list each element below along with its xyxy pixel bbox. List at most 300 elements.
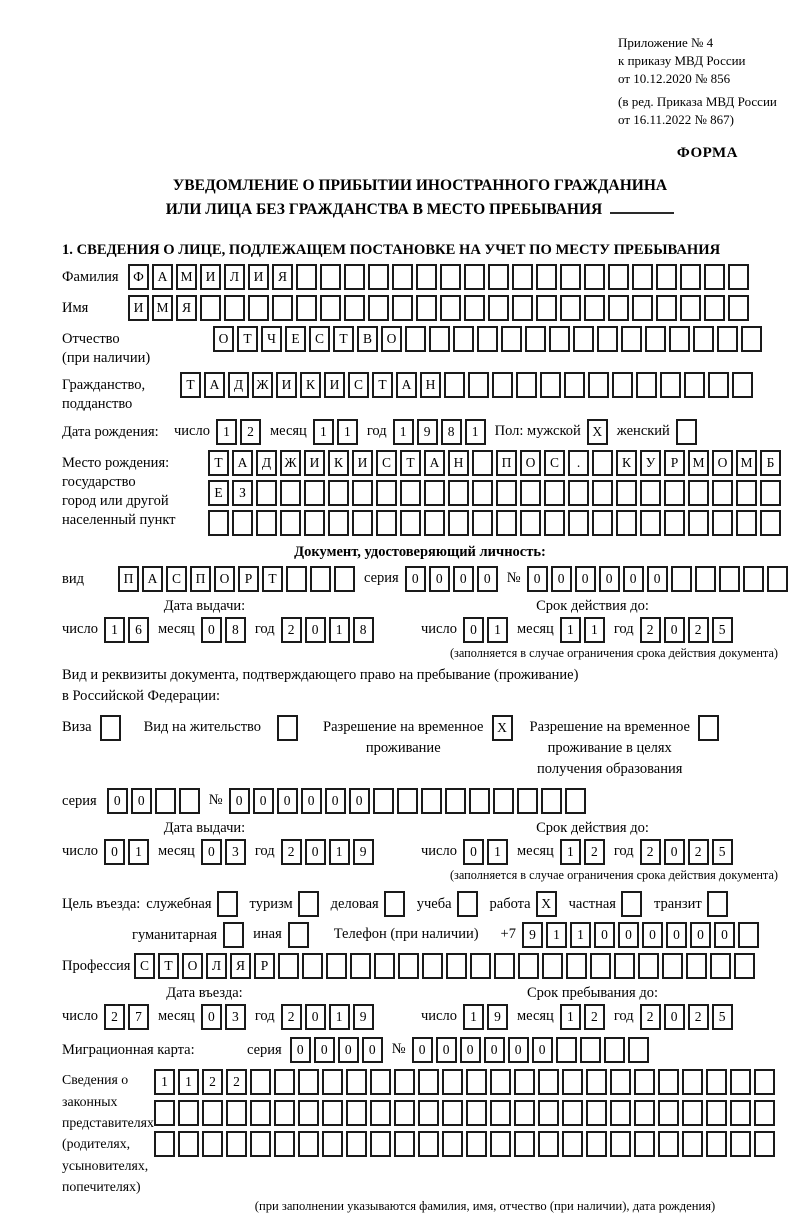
char-cell[interactable]: 0 bbox=[305, 1004, 326, 1030]
char-cell[interactable] bbox=[610, 1131, 631, 1157]
char-cell[interactable] bbox=[424, 480, 445, 506]
char-cell[interactable]: 1 bbox=[154, 1069, 175, 1095]
char-cell[interactable] bbox=[442, 1100, 463, 1126]
char-cell[interactable] bbox=[730, 1100, 751, 1126]
char-cell[interactable]: Я bbox=[176, 295, 197, 321]
char-cell[interactable] bbox=[418, 1131, 439, 1157]
char-cell[interactable] bbox=[680, 295, 701, 321]
char-cell[interactable] bbox=[525, 326, 546, 352]
char-cell[interactable]: 0 bbox=[575, 566, 596, 592]
char-cell[interactable]: П bbox=[496, 450, 517, 476]
char-cell[interactable] bbox=[334, 566, 355, 592]
char-cell[interactable]: 0 bbox=[131, 788, 152, 814]
char-cell[interactable]: 2 bbox=[640, 617, 661, 643]
char-cell[interactable] bbox=[512, 295, 533, 321]
char-cell[interactable]: 0 bbox=[599, 566, 620, 592]
char-cell[interactable] bbox=[573, 326, 594, 352]
char-cell[interactable]: 0 bbox=[325, 788, 346, 814]
char-cell[interactable] bbox=[384, 891, 405, 917]
char-cell[interactable] bbox=[614, 953, 635, 979]
char-cell[interactable] bbox=[686, 953, 707, 979]
char-cell[interactable] bbox=[442, 1131, 463, 1157]
char-cell[interactable]: Т bbox=[237, 326, 258, 352]
char-cell[interactable] bbox=[472, 480, 493, 506]
char-cell[interactable]: К bbox=[328, 450, 349, 476]
char-cell[interactable] bbox=[565, 788, 586, 814]
char-cell[interactable] bbox=[634, 1069, 655, 1095]
char-cell[interactable]: О bbox=[381, 326, 402, 352]
char-cell[interactable] bbox=[610, 1100, 631, 1126]
char-cell[interactable] bbox=[556, 1037, 577, 1063]
char-cell[interactable] bbox=[298, 1100, 319, 1126]
char-cell[interactable] bbox=[352, 510, 373, 536]
char-cell[interactable]: 0 bbox=[664, 839, 685, 865]
char-cell[interactable] bbox=[586, 1100, 607, 1126]
char-cell[interactable]: П bbox=[118, 566, 139, 592]
char-cell[interactable] bbox=[608, 295, 629, 321]
char-cell[interactable] bbox=[442, 1069, 463, 1095]
char-cell[interactable]: 0 bbox=[412, 1037, 433, 1063]
char-cell[interactable]: 0 bbox=[338, 1037, 359, 1063]
char-cell[interactable] bbox=[496, 480, 517, 506]
char-cell[interactable] bbox=[645, 326, 666, 352]
char-cell[interactable] bbox=[560, 264, 581, 290]
char-cell[interactable]: И bbox=[352, 450, 373, 476]
char-cell[interactable] bbox=[322, 1069, 343, 1095]
char-cell[interactable]: 2 bbox=[281, 617, 302, 643]
char-cell[interactable]: О bbox=[712, 450, 733, 476]
char-cell[interactable] bbox=[373, 788, 394, 814]
char-cell[interactable] bbox=[322, 1100, 343, 1126]
char-cell[interactable]: 2 bbox=[584, 1004, 605, 1030]
char-cell[interactable] bbox=[754, 1100, 775, 1126]
char-cell[interactable]: С bbox=[376, 450, 397, 476]
char-cell[interactable] bbox=[298, 1069, 319, 1095]
char-cell[interactable]: О bbox=[214, 566, 235, 592]
char-cell[interactable] bbox=[440, 295, 461, 321]
char-cell[interactable] bbox=[448, 480, 469, 506]
char-cell[interactable] bbox=[429, 326, 450, 352]
char-cell[interactable] bbox=[676, 419, 697, 445]
char-cell[interactable] bbox=[328, 510, 349, 536]
char-cell[interactable] bbox=[350, 953, 371, 979]
char-cell[interactable] bbox=[418, 1069, 439, 1095]
char-cell[interactable] bbox=[568, 480, 589, 506]
char-cell[interactable]: 1 bbox=[329, 617, 350, 643]
char-cell[interactable]: 0 bbox=[436, 1037, 457, 1063]
char-cell[interactable]: Т bbox=[262, 566, 283, 592]
char-cell[interactable]: А bbox=[424, 450, 445, 476]
char-cell[interactable] bbox=[754, 1131, 775, 1157]
char-cell[interactable]: О bbox=[520, 450, 541, 476]
char-cell[interactable] bbox=[277, 715, 298, 741]
char-cell[interactable]: 0 bbox=[508, 1037, 529, 1063]
char-cell[interactable]: 0 bbox=[551, 566, 572, 592]
char-cell[interactable] bbox=[717, 326, 738, 352]
char-cell[interactable] bbox=[549, 326, 570, 352]
char-cell[interactable]: 3 bbox=[225, 1004, 246, 1030]
char-cell[interactable]: 1 bbox=[546, 922, 567, 948]
char-cell[interactable]: 0 bbox=[690, 922, 711, 948]
char-cell[interactable]: 5 bbox=[712, 1004, 733, 1030]
char-cell[interactable]: С bbox=[134, 953, 155, 979]
char-cell[interactable] bbox=[490, 1100, 511, 1126]
char-cell[interactable] bbox=[743, 566, 764, 592]
char-cell[interactable] bbox=[418, 1100, 439, 1126]
char-cell[interactable]: Д bbox=[228, 372, 249, 398]
char-cell[interactable] bbox=[514, 1100, 535, 1126]
char-cell[interactable] bbox=[516, 372, 537, 398]
char-cell[interactable] bbox=[370, 1069, 391, 1095]
char-cell[interactable] bbox=[457, 891, 478, 917]
char-cell[interactable]: 1 bbox=[393, 419, 414, 445]
char-cell[interactable] bbox=[566, 953, 587, 979]
char-cell[interactable]: 1 bbox=[104, 617, 125, 643]
char-cell[interactable] bbox=[416, 295, 437, 321]
char-cell[interactable] bbox=[656, 295, 677, 321]
char-cell[interactable] bbox=[754, 1069, 775, 1095]
char-cell[interactable] bbox=[562, 1069, 583, 1095]
char-cell[interactable] bbox=[376, 510, 397, 536]
char-cell[interactable] bbox=[669, 326, 690, 352]
char-cell[interactable] bbox=[741, 326, 762, 352]
char-cell[interactable]: 2 bbox=[688, 839, 709, 865]
char-cell[interactable] bbox=[540, 372, 561, 398]
char-cell[interactable] bbox=[501, 326, 522, 352]
char-cell[interactable]: 0 bbox=[463, 617, 484, 643]
char-cell[interactable]: 2 bbox=[584, 839, 605, 865]
char-cell[interactable]: 0 bbox=[362, 1037, 383, 1063]
char-cell[interactable]: 1 bbox=[560, 617, 581, 643]
char-cell[interactable]: 0 bbox=[201, 1004, 222, 1030]
char-cell[interactable]: X bbox=[536, 891, 557, 917]
char-cell[interactable]: 9 bbox=[353, 1004, 374, 1030]
char-cell[interactable] bbox=[496, 510, 517, 536]
char-cell[interactable] bbox=[346, 1100, 367, 1126]
char-cell[interactable] bbox=[444, 372, 465, 398]
char-cell[interactable] bbox=[202, 1100, 223, 1126]
char-cell[interactable] bbox=[719, 566, 740, 592]
char-cell[interactable] bbox=[517, 788, 538, 814]
char-cell[interactable] bbox=[322, 1131, 343, 1157]
char-cell[interactable] bbox=[154, 1100, 175, 1126]
char-cell[interactable] bbox=[344, 295, 365, 321]
char-cell[interactable] bbox=[728, 295, 749, 321]
char-cell[interactable] bbox=[704, 264, 725, 290]
char-cell[interactable] bbox=[250, 1131, 271, 1157]
char-cell[interactable] bbox=[370, 1100, 391, 1126]
char-cell[interactable] bbox=[224, 295, 245, 321]
char-cell[interactable]: Т bbox=[208, 450, 229, 476]
char-cell[interactable]: 2 bbox=[640, 839, 661, 865]
char-cell[interactable] bbox=[398, 953, 419, 979]
char-cell[interactable]: 1 bbox=[128, 839, 149, 865]
char-cell[interactable] bbox=[368, 264, 389, 290]
char-cell[interactable] bbox=[580, 1037, 601, 1063]
char-cell[interactable] bbox=[400, 480, 421, 506]
char-cell[interactable]: X bbox=[492, 715, 513, 741]
char-cell[interactable]: 0 bbox=[201, 839, 222, 865]
char-cell[interactable]: А bbox=[204, 372, 225, 398]
char-cell[interactable] bbox=[492, 372, 513, 398]
char-cell[interactable] bbox=[695, 566, 716, 592]
char-cell[interactable] bbox=[760, 480, 781, 506]
char-cell[interactable]: 0 bbox=[290, 1037, 311, 1063]
char-cell[interactable] bbox=[536, 264, 557, 290]
char-cell[interactable] bbox=[514, 1131, 535, 1157]
char-cell[interactable] bbox=[154, 1131, 175, 1157]
char-cell[interactable]: 0 bbox=[314, 1037, 335, 1063]
char-cell[interactable]: Б bbox=[760, 450, 781, 476]
char-cell[interactable] bbox=[538, 1100, 559, 1126]
char-cell[interactable] bbox=[560, 295, 581, 321]
char-cell[interactable] bbox=[328, 480, 349, 506]
char-cell[interactable]: 1 bbox=[560, 1004, 581, 1030]
char-cell[interactable]: М bbox=[736, 450, 757, 476]
char-cell[interactable]: 1 bbox=[216, 419, 237, 445]
char-cell[interactable] bbox=[304, 480, 325, 506]
char-cell[interactable]: 0 bbox=[477, 566, 498, 592]
char-cell[interactable] bbox=[688, 510, 709, 536]
char-cell[interactable] bbox=[632, 295, 653, 321]
char-cell[interactable] bbox=[640, 510, 661, 536]
char-cell[interactable] bbox=[472, 510, 493, 536]
char-cell[interactable] bbox=[610, 1069, 631, 1095]
char-cell[interactable] bbox=[760, 510, 781, 536]
char-cell[interactable] bbox=[424, 510, 445, 536]
char-cell[interactable] bbox=[707, 891, 728, 917]
char-cell[interactable] bbox=[208, 510, 229, 536]
char-cell[interactable] bbox=[421, 788, 442, 814]
char-cell[interactable]: 3 bbox=[225, 839, 246, 865]
char-cell[interactable] bbox=[736, 510, 757, 536]
char-cell[interactable] bbox=[200, 295, 221, 321]
char-cell[interactable] bbox=[256, 510, 277, 536]
char-cell[interactable]: 1 bbox=[487, 839, 508, 865]
char-cell[interactable] bbox=[298, 1131, 319, 1157]
char-cell[interactable] bbox=[320, 264, 341, 290]
char-cell[interactable]: 1 bbox=[560, 839, 581, 865]
char-cell[interactable] bbox=[712, 480, 733, 506]
char-cell[interactable]: Н bbox=[448, 450, 469, 476]
char-cell[interactable]: 2 bbox=[281, 1004, 302, 1030]
char-cell[interactable]: 1 bbox=[463, 1004, 484, 1030]
char-cell[interactable] bbox=[250, 1069, 271, 1095]
char-cell[interactable] bbox=[671, 566, 692, 592]
char-cell[interactable]: . bbox=[568, 450, 589, 476]
char-cell[interactable]: 1 bbox=[178, 1069, 199, 1095]
char-cell[interactable] bbox=[682, 1131, 703, 1157]
char-cell[interactable] bbox=[488, 295, 509, 321]
char-cell[interactable]: 0 bbox=[594, 922, 615, 948]
char-cell[interactable]: 2 bbox=[688, 1004, 709, 1030]
char-cell[interactable] bbox=[682, 1100, 703, 1126]
char-cell[interactable] bbox=[730, 1131, 751, 1157]
char-cell[interactable] bbox=[326, 953, 347, 979]
char-cell[interactable]: 0 bbox=[405, 566, 426, 592]
char-cell[interactable] bbox=[448, 510, 469, 536]
char-cell[interactable]: А bbox=[232, 450, 253, 476]
char-cell[interactable] bbox=[226, 1131, 247, 1157]
char-cell[interactable] bbox=[518, 953, 539, 979]
char-cell[interactable] bbox=[660, 372, 681, 398]
char-cell[interactable]: Л bbox=[224, 264, 245, 290]
char-cell[interactable]: 7 bbox=[128, 1004, 149, 1030]
char-cell[interactable]: 1 bbox=[329, 839, 350, 865]
char-cell[interactable] bbox=[664, 510, 685, 536]
char-cell[interactable]: 0 bbox=[666, 922, 687, 948]
char-cell[interactable] bbox=[584, 295, 605, 321]
char-cell[interactable] bbox=[710, 953, 731, 979]
char-cell[interactable] bbox=[608, 264, 629, 290]
char-cell[interactable]: Я bbox=[230, 953, 251, 979]
char-cell[interactable]: 1 bbox=[329, 1004, 350, 1030]
char-cell[interactable]: 1 bbox=[487, 617, 508, 643]
char-cell[interactable]: 0 bbox=[301, 788, 322, 814]
char-cell[interactable] bbox=[352, 480, 373, 506]
char-cell[interactable]: 0 bbox=[714, 922, 735, 948]
char-cell[interactable] bbox=[621, 891, 642, 917]
char-cell[interactable] bbox=[658, 1131, 679, 1157]
char-cell[interactable]: 0 bbox=[664, 617, 685, 643]
char-cell[interactable]: И bbox=[128, 295, 149, 321]
char-cell[interactable]: З bbox=[232, 480, 253, 506]
char-cell[interactable]: 0 bbox=[453, 566, 474, 592]
char-cell[interactable]: Д bbox=[256, 450, 277, 476]
char-cell[interactable] bbox=[278, 953, 299, 979]
char-cell[interactable]: 1 bbox=[584, 617, 605, 643]
char-cell[interactable] bbox=[616, 510, 637, 536]
char-cell[interactable]: О bbox=[182, 953, 203, 979]
char-cell[interactable] bbox=[280, 510, 301, 536]
char-cell[interactable]: 6 bbox=[128, 617, 149, 643]
char-cell[interactable] bbox=[394, 1100, 415, 1126]
char-cell[interactable]: 0 bbox=[664, 1004, 685, 1030]
char-cell[interactable] bbox=[248, 295, 269, 321]
char-cell[interactable] bbox=[604, 1037, 625, 1063]
char-cell[interactable] bbox=[464, 264, 485, 290]
char-cell[interactable] bbox=[684, 372, 705, 398]
char-cell[interactable] bbox=[370, 1131, 391, 1157]
char-cell[interactable] bbox=[217, 891, 238, 917]
char-cell[interactable] bbox=[466, 1131, 487, 1157]
char-cell[interactable]: Ж bbox=[280, 450, 301, 476]
char-cell[interactable]: Ф bbox=[128, 264, 149, 290]
char-cell[interactable]: 2 bbox=[240, 419, 261, 445]
char-cell[interactable] bbox=[616, 480, 637, 506]
char-cell[interactable] bbox=[597, 326, 618, 352]
char-cell[interactable]: И bbox=[200, 264, 221, 290]
char-cell[interactable] bbox=[296, 264, 317, 290]
char-cell[interactable]: Р bbox=[664, 450, 685, 476]
char-cell[interactable]: 0 bbox=[107, 788, 128, 814]
char-cell[interactable] bbox=[490, 1131, 511, 1157]
char-cell[interactable] bbox=[706, 1131, 727, 1157]
char-cell[interactable] bbox=[488, 264, 509, 290]
char-cell[interactable]: 0 bbox=[349, 788, 370, 814]
char-cell[interactable] bbox=[634, 1100, 655, 1126]
char-cell[interactable] bbox=[344, 264, 365, 290]
char-cell[interactable] bbox=[520, 480, 541, 506]
char-cell[interactable] bbox=[223, 922, 244, 948]
char-cell[interactable] bbox=[394, 1131, 415, 1157]
char-cell[interactable] bbox=[586, 1131, 607, 1157]
char-cell[interactable]: 0 bbox=[201, 617, 222, 643]
char-cell[interactable] bbox=[632, 264, 653, 290]
char-cell[interactable] bbox=[464, 295, 485, 321]
char-cell[interactable] bbox=[658, 1100, 679, 1126]
char-cell[interactable] bbox=[562, 1131, 583, 1157]
char-cell[interactable] bbox=[628, 1037, 649, 1063]
char-cell[interactable] bbox=[178, 1100, 199, 1126]
char-cell[interactable] bbox=[310, 566, 331, 592]
char-cell[interactable] bbox=[302, 953, 323, 979]
char-cell[interactable] bbox=[376, 480, 397, 506]
char-cell[interactable] bbox=[544, 480, 565, 506]
char-cell[interactable]: 0 bbox=[104, 839, 125, 865]
char-cell[interactable]: 2 bbox=[688, 617, 709, 643]
char-cell[interactable] bbox=[592, 480, 613, 506]
char-cell[interactable]: 1 bbox=[570, 922, 591, 948]
char-cell[interactable]: 0 bbox=[429, 566, 450, 592]
char-cell[interactable] bbox=[477, 326, 498, 352]
char-cell[interactable]: Е bbox=[285, 326, 306, 352]
char-cell[interactable]: Т bbox=[158, 953, 179, 979]
char-cell[interactable]: У bbox=[640, 450, 661, 476]
char-cell[interactable] bbox=[621, 326, 642, 352]
char-cell[interactable] bbox=[682, 1069, 703, 1095]
char-cell[interactable] bbox=[394, 1069, 415, 1095]
char-cell[interactable]: 0 bbox=[484, 1037, 505, 1063]
char-cell[interactable] bbox=[202, 1131, 223, 1157]
char-cell[interactable] bbox=[712, 510, 733, 536]
char-cell[interactable]: 9 bbox=[487, 1004, 508, 1030]
char-cell[interactable] bbox=[274, 1069, 295, 1095]
char-cell[interactable] bbox=[656, 264, 677, 290]
char-cell[interactable] bbox=[469, 788, 490, 814]
char-cell[interactable] bbox=[640, 480, 661, 506]
char-cell[interactable]: 0 bbox=[305, 839, 326, 865]
char-cell[interactable] bbox=[592, 450, 613, 476]
char-cell[interactable] bbox=[562, 1100, 583, 1126]
char-cell[interactable] bbox=[544, 510, 565, 536]
char-cell[interactable] bbox=[698, 715, 719, 741]
char-cell[interactable] bbox=[542, 953, 563, 979]
char-cell[interactable] bbox=[397, 788, 418, 814]
char-cell[interactable] bbox=[453, 326, 474, 352]
char-cell[interactable]: И bbox=[276, 372, 297, 398]
char-cell[interactable]: Т bbox=[372, 372, 393, 398]
char-cell[interactable] bbox=[274, 1131, 295, 1157]
char-cell[interactable] bbox=[490, 1069, 511, 1095]
char-cell[interactable]: С bbox=[166, 566, 187, 592]
char-cell[interactable] bbox=[346, 1131, 367, 1157]
char-cell[interactable] bbox=[541, 788, 562, 814]
char-cell[interactable]: К bbox=[616, 450, 637, 476]
char-cell[interactable]: А bbox=[396, 372, 417, 398]
char-cell[interactable] bbox=[298, 891, 319, 917]
char-cell[interactable] bbox=[232, 510, 253, 536]
char-cell[interactable] bbox=[368, 295, 389, 321]
char-cell[interactable] bbox=[288, 922, 309, 948]
char-cell[interactable]: Р bbox=[238, 566, 259, 592]
char-cell[interactable]: 0 bbox=[642, 922, 663, 948]
char-cell[interactable] bbox=[738, 922, 759, 948]
char-cell[interactable] bbox=[100, 715, 121, 741]
char-cell[interactable]: И bbox=[248, 264, 269, 290]
char-cell[interactable] bbox=[728, 264, 749, 290]
char-cell[interactable] bbox=[466, 1100, 487, 1126]
